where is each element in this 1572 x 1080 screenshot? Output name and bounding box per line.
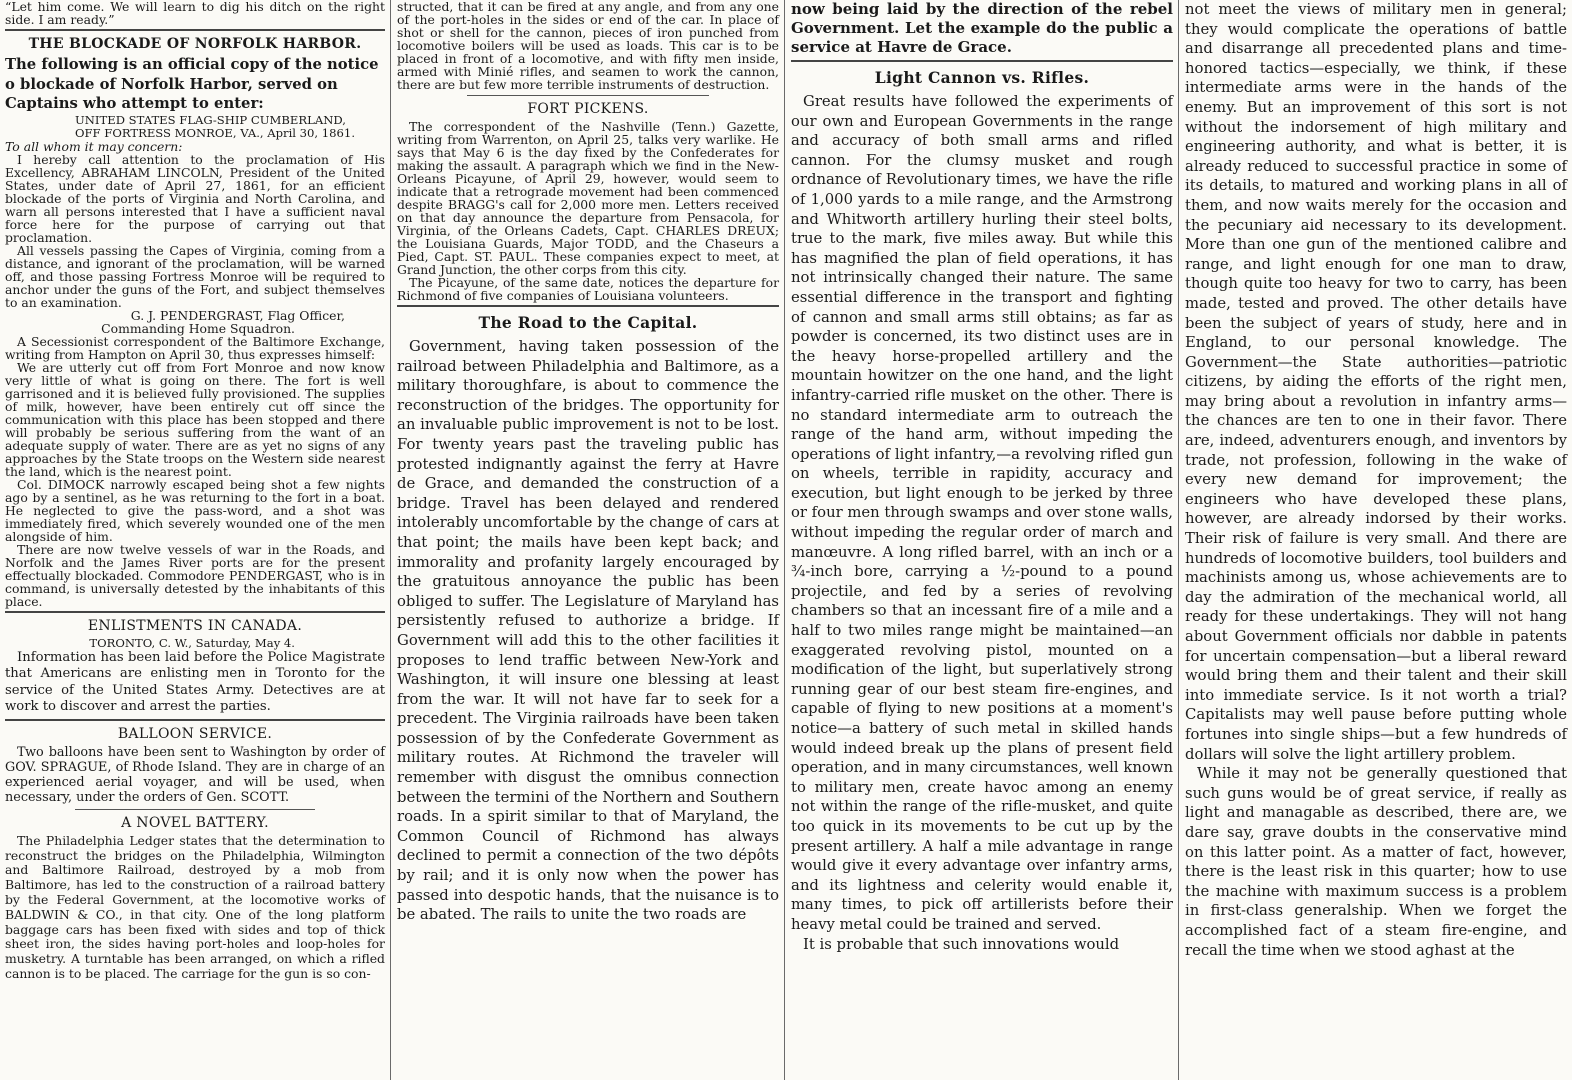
- divider: [397, 305, 779, 307]
- column-rule: [390, 0, 391, 1080]
- column-4: [1180, 0, 1572, 1080]
- blockade-paragraph: There are now twelve vessels of war in the Roads, and Norfolk and the James River ports are for the present effectually blockaded. Commodore PENDERGAST, who is in command, is universally detested by the inhabitants of this place.: [5, 541, 385, 609]
- battery-body: The Philadelphia Ledger states that the determination to reconstruct the bridges on the Philadelphia, Wilmington and Baltimore Railroad, destroyed by a mob from Baltimore, has led to the construction of a railroad battery by the Federal Government, at the locomotive works of BALDWIN & CO., in that city. One of the long platform baggage cars has been fixed with sides and top of thick sheet iron, the sides having port-holes and loop-holes for musketry. A turntable has been arranged, on which a rifled cannon is to be placed. The carriage for the gun is so con-: [5, 832, 385, 981]
- cannon-paragraph: Great results have followed the experiments of our own and European Governments in the range and accuracy of both small arms and rifled cannon. For the clumsy musket and rough ordnance of Revolutionary times, we have the rifle of 1,000 yards to a mile range, and the Armstrong and Whitworth artillery hurling their steel bolts, true to the mark, five miles away. But while this has magnified the plan of field operations, it has not intrinsically changed their nature. The same essential difference in the transport and fighting of cannon and small arms still obtains; as far as powder is concerned, its two distinct uses are in the heavy horse-propelled artillery and the mountain howitzer on the one hand, and the light infantry-carried rifle musket on the other. There is no standard intermediate arm to outreach the range of the hand arm, without impeding the operations of light infantry,—a revolving rifled gun on wheels, terrible in rapidity, accuracy and execution, but light enough to be jerked by three or four men through swamps and over stone walls, without impeding the regular order of march and manœuvre. A long rifled barrel, with an inch or a ¾-inch bore, carrying a ½-pound to a pound projectile, and fed by a series of revolving chambers so that an incessant fire of a mile and a half to two miles range might be maintained—an exaggerated revolving pistol, mounted on a modification of the light, but superlatively strong running gear of our best steam fire-engines, and capable of flying to new positions at a moment's notice—a battery of such metal in skilled hands would indeed break up the plans of present field operation, and in many circumstances, well known to military men, create havoc among an enemy not within the range of the rifle-musket, and quite too quick in its movements to be cut up by the present artillery. A half a mile advantage in range would give it every advantage over infantry arms, and its lightness and celerity would enable it, many times, to pick off artillerists before their heavy metal could be trained and served.: [791, 93, 1173, 933]
- cannon-headline: Light Cannon vs. Rifles.: [874, 68, 1090, 87]
- divider: [5, 611, 385, 613]
- cannon-paragraph: While it may not be generally questioned that such guns would be of great service, if really as light and managable as described, there are, we dare say, grave doubts in the conservative mind on this latter point. As a matter of fact, however, there is the least risk in this quarter; how to use the machine with maximum success is a problem in first-class generalship. When we forget the accomplished fact of a steam fire-engine, and recall the time when we stood aghast at the: [1185, 765, 1567, 959]
- cannon-continued: not meet the views of military men in general; they would complicate the operations of battle and disarrange all precedented plans and time-honored tactics—especially, we think, if these intermediate arms were in the hands of the enemy. But an improvement of this sort is not without the indorsement of high military and engineering authority, and what is better, it is already reduced to successful practice in some of its details, to matured and working plans in all of them, and now waits merely for the occasion and the pecuniary aid necessary to its development. More than one gun of the mentioned calibre and range, and light enough for one man to draw, though quite too heavy for two to carry, has been made, tested and proved. The other details have been the subject of years of study, here and in England, to our personal knowledge. The Government—the State authorities—patriotic citizens, by aiding the efforts of the right men, may bring about a revolution in infantry arms—the chances are ten to one in their favor. There are, indeed, adventurers enough, and inventors by trade, not profession, following in the wake of every new demand for improvement; the engineers who have developed these plans, however, are already indorsed by their works. Their risk of failure is very small. And there are hundreds of locomotive builders, tool builders and machinists among us, whose achievements are to day the admiration of the mechanical world, all ready for these undertakings. They will not hang about Government officials nor dabble in patents for uncertain compensation—but a liberal reward would bring them and their talent and their skill into immediate service. Is it not worth a trial? Capitalists may well pause before putting whole fortunes into single ships—but a few hundreds of dollars will solve the light artillery problem.: [1185, 1, 1567, 763]
- column-1: [0, 0, 390, 1080]
- blockade-salutation: To all whom it may concern:: [5, 138, 183, 154]
- blockade-dateline-1: UNITED STATES FLAG-SHIP CUMBERLAND,: [75, 112, 346, 127]
- column-rule: [784, 0, 785, 1080]
- quote-top: “Let him come. We will learn to dig his ditch on the right side. I am ready.”: [5, 0, 385, 27]
- column-2: [392, 0, 784, 1080]
- pickens-paragraph: The Picayune, of the same date, notices the departure for Richmond of five companies of Louisiana volunteers.: [397, 275, 779, 303]
- balloon-body: Two balloons have been sent to Washington by order of GOV. SPRAGUE, of Rhode Island. They are in charge of an experienced aerial voyager, and will be used, when necessary, under the orders of Gen. SCOTT.: [5, 744, 385, 805]
- blockade-signature: G. J. PENDERGRAST, Flag Officer,: [130, 307, 345, 323]
- balloon-headline: BALLOON SERVICE.: [117, 725, 273, 742]
- blockade-paragraph: We are utterly cut off from Fort Monroe and now know very little of what is going on there. The fort is well garrisoned and it is believed fully provisioned. The supplies of milk, however, have been entirely cut off since the communication with this place has been stopped and there will probably be serious suffering from the want of an adequate supply of water. There are as yet no signs of any approaches by the State troops on the Western side nearest the land, which is the nearest point.: [5, 359, 385, 479]
- blockade-paragraph: Col. DIMOCK narrowly escaped being shot a few nights ago by a sentinel, as he was returning to the fort in a boat. He neglected to give the pass-word, and a shot was immediately fired, which severely wounded one of the men alongside of him.: [5, 476, 385, 544]
- road-continued: now being laid by the direction of the rebel Government. Let the example do the public a service at Havre de Grace.: [791, 0, 1173, 56]
- road-headline: The Road to the Capital.: [478, 313, 698, 332]
- blockade-headline: THE BLOCKADE OF NORFOLK HARBOR.: [28, 36, 362, 52]
- canada-headline: ENLISTMENTS IN CANADA.: [87, 617, 303, 634]
- column-3: [786, 0, 1178, 1080]
- blockade-intro: The following is an official copy of the notice o blockade of Norfolk Harbor, served on Captains who attempt to enter:: [5, 56, 379, 113]
- canada-dateline: TORONTO, C. W., Saturday, May 4.: [89, 635, 295, 650]
- blockade-paragraph: All vessels passing the Capes of Virginia, coming from a distance, and ignorant of the proclamation, will be warned off, and those passing Fortress Monroe will be required to anchor under the guns of the Fort, and subject themselves to an examination.: [5, 242, 385, 310]
- divider: [467, 95, 709, 96]
- battery-continued: structed, that it can be fired at any angle, and from any one of the port-holes in the sides or end of the car. In place of shot or shell for the cannon, pieces of iron punched from locomotive boilers will be used as loads. This car is to be placed in front of a locomotive, and with fifty men inside, armed with Minié rifles, and seamen to work the cannon, there are but few more terrible instruments of destruction.: [397, 0, 779, 92]
- blockade-signature-title: Commanding Home Squadron.: [101, 320, 295, 336]
- blockade-paragraph: A Secessionist correspondent of the Baltimore Exchange, writing from Hampton on April 30, thus expresses himself:: [5, 333, 385, 362]
- column-rule: [1178, 0, 1179, 1080]
- divider: [75, 809, 315, 810]
- pickens-paragraph: The correspondent of the Nashville (Tenn.) Gazette, writing from Warrenton, on April 25, talks very warlike. He says that May 6 is the day fixed by the Confederates for making the assault. A paragraph which we find in the New-Orleans Picayune, of April 29, however, would seem to indicate that a retrograde movement had been commenced despite BRAGG's call for 2,000 more men. Letters received on that day announce the departure from Pensacola, for Virginia, of the Orleans Cadets, Capt. CHARLES DREUX; the Louisiana Guards, Major TODD, and the Chaseurs a Pied, Capt. ST. PAUL. These companies expect to meet, at Grand Junction, the other corps from this city.: [397, 119, 779, 277]
- blockade-dateline-2: OFF FORTRESS MONROE, VA., April 30, 1861.: [75, 125, 355, 140]
- road-body: Government, having taken possession of the railroad between Philadelphia and Baltimore, as a military thoroughfare, is about to commence the reconstruction of the bridges. The opportunity for an invaluable public improvement is not to be lost. For twenty years past the traveling public has protested indignantly against the ferry at Havre de Grace, and demanded the construction of a bridge. Travel has been delayed and rendered intolerably uncomfortable by the change of cars at that point; the mails have been kept back; and immorality and profanity largely encouraged by the gratuitous annoyance the public has been obliged to suffer. The Legislature of Maryland has persistently refused to authorize a bridge. If Government will add this to the other facilities it proposes to lend traffic between New-York and Washington, it will insure one blessing at least from the war. It will not have far to seek for a precedent. The Virginia railroads have been taken possession of by the Confederate Government as military routes. At Richmond the traveler will remember with disgust the omnibus connection between the termini of the Northern and Southern roads. In a spirit similar to that of Maryland, the Common Council of Richmond has always declined to permit a connection of the two dépôts by rail; and it is only now when the power has passed into despotic hands, that the nuisance is to be abated. The rails to unite the two roads are: [397, 338, 779, 924]
- cannon-paragraph: It is probable that such innovations would: [803, 935, 1120, 953]
- divider: [5, 29, 385, 31]
- battery-headline: A NOVEL BATTERY.: [121, 814, 269, 831]
- divider: [791, 60, 1173, 62]
- blockade-paragraph: I hereby call attention to the proclamation of His Excellency, ABRAHAM LINCOLN, President of the United States, under date of April 27, 1861, for an efficient blockade of the ports of Virginia and North Carolina, and warn all persons interested that I have a sufficient naval force here for the purpose of carrying out that proclamation.: [5, 151, 385, 245]
- canada-body: Information has been laid before the Police Magistrate that Americans are enlisting men in Toronto for the service of the United States Army. Detectives are at work to discover and arrest the parties.: [5, 649, 385, 715]
- pickens-headline: FORT PICKENS.: [527, 101, 649, 117]
- divider: [5, 719, 385, 721]
